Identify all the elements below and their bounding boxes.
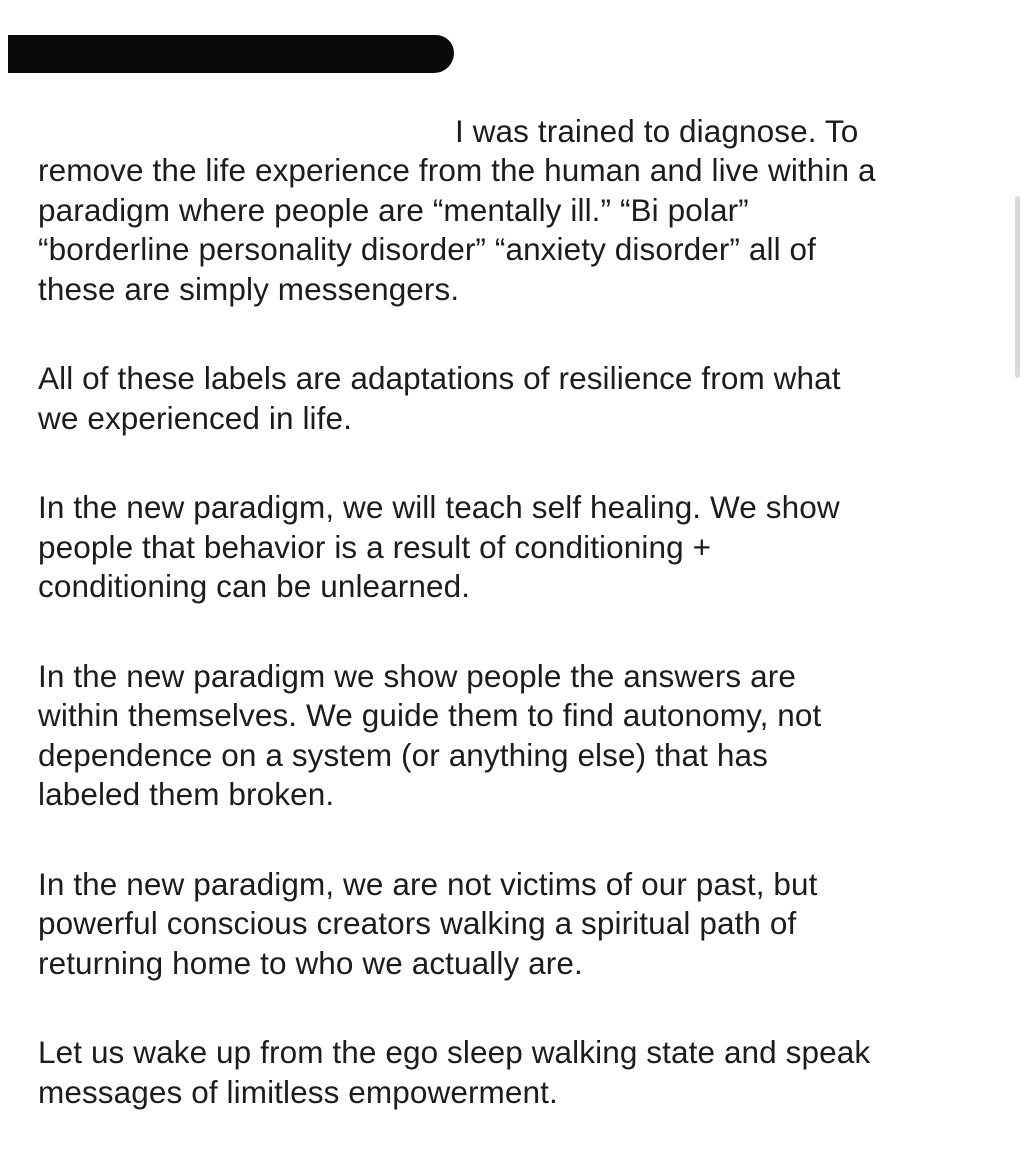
- paragraph-1-first-line-text: I was trained to diagnose. To: [455, 112, 859, 149]
- post-text: [38, 0, 998, 1162]
- paragraph-2: All of these labels are adaptations of resilience from what we experienced in life.: [38, 360, 841, 436]
- paragraph-3: In the new paradigm, we will teach self healing. We show people that behavior is a result of conditioning + conditioning can be unlearned.: [38, 489, 840, 604]
- paragraph-1: [38, 0, 998, 309]
- paragraph-4: In the new paradigm we show people the answers are within themselves. We guide them to find autonomy, not dependence on a system (or anything else) that has labeled them broken.: [38, 657, 822, 812]
- paragraph-5: In the new paradigm, we are not victims of our past, but powerful conscious creators walking a spiritual path of returning home to who we actually are.: [38, 865, 818, 981]
- paragraph-1-first-line: [38, 33, 998, 152]
- paragraph-6: Let us wake up from the ego sleep walking state and speak messages of limitless empowerment.: [38, 1034, 871, 1110]
- paragraph-1-text: remove the life experience from the human and live within a paradigm where people are “mentally ill.” “Bi polar” “borderline personality disorder” “anxiety disorder” all of these are simply messengers.: [38, 152, 876, 307]
- scrollbar[interactable]: [1015, 196, 1020, 378]
- redaction-mark: [8, 35, 454, 73]
